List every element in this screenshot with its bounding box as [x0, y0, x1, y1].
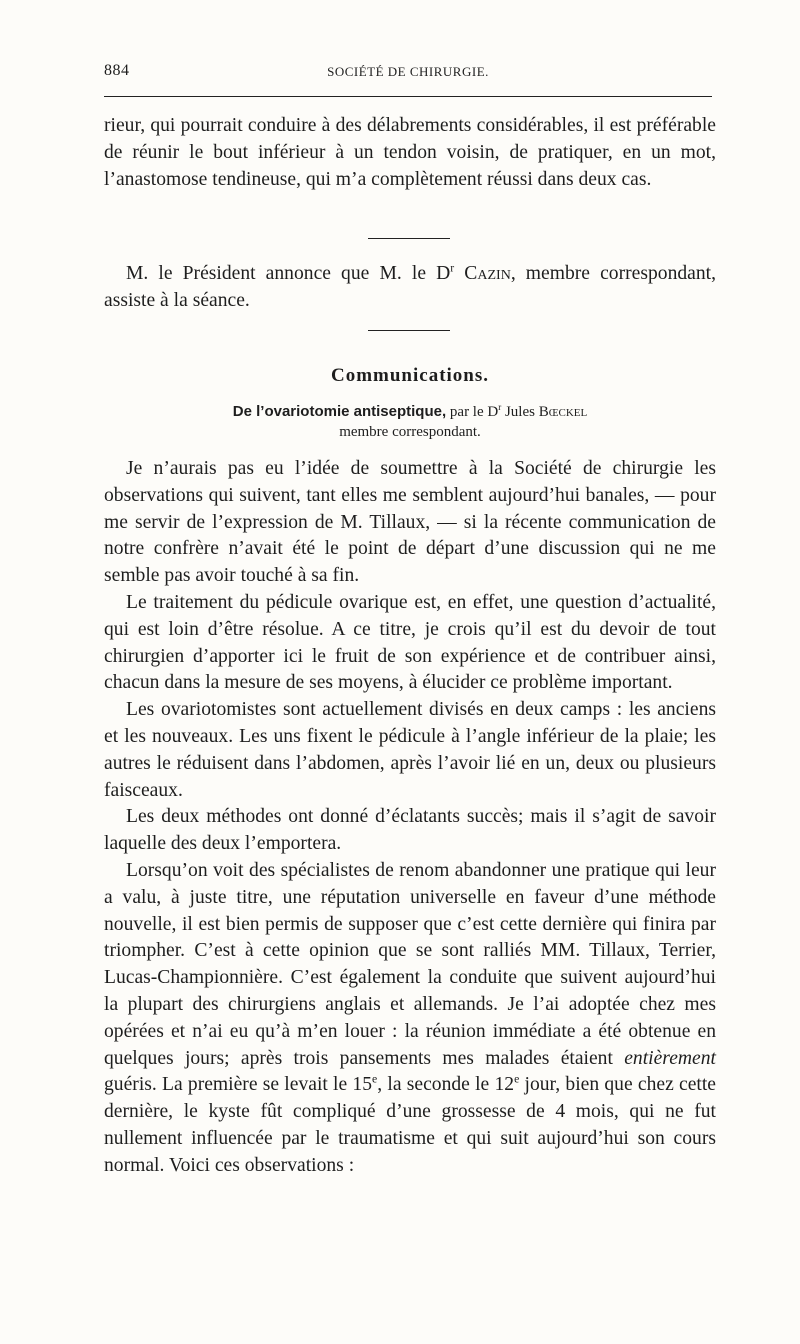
body-paragraph-last: [104, 858, 716, 1180]
article-body: [104, 456, 716, 1180]
last-paragraph-text: , la seconde le 12: [377, 1074, 515, 1096]
ordinal-superscript: e: [372, 1072, 378, 1086]
body-paragraph: Les ovariotomistes sont actuellement divisés en deux camps : les anciens et les nouveaux. Les uns fixent le pédicule à l’angle inférieur de la plaie; les autres le réduisent dans l’abdomen, après l’avoir lié en un, deux ou plusieurs faisceaux.: [104, 699, 716, 801]
separator-rule: [368, 330, 450, 331]
author-first-name: Jules: [501, 404, 539, 420]
ordinal-superscript: e: [514, 1072, 520, 1086]
member-name: Cazin: [464, 263, 511, 284]
emphasis-text: entièrement: [624, 1047, 716, 1069]
author-role: membre correspondant.: [339, 424, 481, 440]
byline-prefix: par le D: [446, 404, 499, 420]
byline-superscript: r: [498, 402, 502, 412]
title-superscript: r: [450, 261, 455, 275]
article-title-block: [104, 402, 716, 442]
section-heading: Communications.: [330, 365, 490, 386]
article-title: De l’ovariotomie antiseptique,: [232, 403, 447, 420]
last-paragraph-text: Lorsqu’on voit des spécialistes de renom abandonner une pratique qui leur a valu, à juste titre, une réputation universelle en faveur d’une méthode nouvelle, il est bien permis de supposer que c’est cette dernière qui finira par triompher. C’est à cette opinion que se sont ralliés MM. Tillaux, Terrier, Lucas-Championnière. C’est également la conduite que suivent aujourd’hui la plupart des chirurgiens anglais et allemands. Je l’ai adoptée chez mes opérées et n’ai eu qu’à m’en louer : la réunion immédiate a été obtenue en quelques jours; après trois pansements mes malades étaient: [104, 859, 716, 1069]
author-name: Bœckel: [538, 404, 588, 420]
separator-rule: [368, 238, 450, 239]
opening-paragraph-block: [104, 113, 716, 193]
last-paragraph-text: jour, bien que chez cette dernière, le kyste fût compliqué d’une grossesse de 4 mois, qui ne fut nullement influencée par le traumatisme et qui suit aujourd’hui son cours normal. Voici ces observations :: [104, 1074, 716, 1176]
opening-paragraph: rieur, qui pourrait conduire à des délabrements considérables, il est préférable de réunir le bout inférieur à un tendon voisin, de pratiquer, en un mot, l’anastomose tendineuse, qui m’a complètement réussi dans deux cas.: [104, 115, 716, 190]
header-rule: [104, 96, 712, 97]
last-paragraph-text: guéris. La première se levait le 15: [104, 1074, 373, 1096]
announcement-text-end: , membre correspondant, assiste à la séance.: [104, 263, 716, 311]
article-title-line: [104, 402, 716, 422]
journal-title: SOCIÉTÉ DE CHIRURGIE.: [327, 64, 489, 79]
body-paragraph: Les deux méthodes ont donné d’éclatants succès; mais il s’agit de savoir laquelle des deux l’emportera.: [104, 806, 716, 855]
body-paragraph: Le traitement du pédicule ovarique est, en effet, une question d’actualité, qui est loin d’être résolue. A ce titre, je crois qu’il est du devoir de tout chirurgien d’apporter ici le fruit de son expérience et de contribuer ainsi, chacun dans la mesure de ses moyens, à élucider ce problème important.: [104, 591, 716, 694]
announcement-text: M. le Président annonce que M. le D: [126, 263, 451, 284]
page-number: 884: [104, 62, 130, 79]
announcement-paragraph: [104, 261, 716, 315]
running-head: [104, 62, 712, 86]
announcement-block: [104, 261, 716, 315]
body-paragraph: Je n’aurais pas eu l’idée de soumettre à la Société de chirurgie les observations qui suivent, tant elles me semblent aujourd’hui banales, — pour me servir de l’expression de M. Tillaux, — si la récente communication de notre confrère n’avait été le point de départ d’une discussion qui ne me semble pas avoir touché à sa fin.: [104, 458, 716, 587]
